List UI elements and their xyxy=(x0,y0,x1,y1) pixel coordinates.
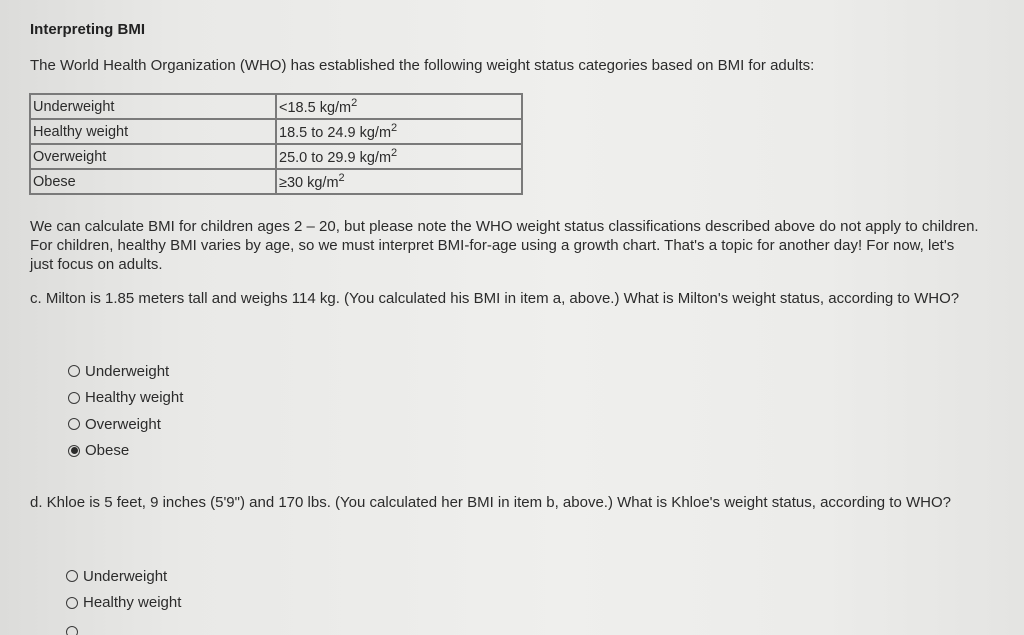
radio-button[interactable] xyxy=(68,418,80,430)
category-cell: Healthy weight xyxy=(30,119,276,144)
radio-option-underweight[interactable] xyxy=(66,563,181,590)
radio-button[interactable] xyxy=(68,365,80,377)
table-row xyxy=(30,94,522,119)
section-title: Interpreting BMI xyxy=(30,21,145,38)
cut-off-option[interactable] xyxy=(66,622,146,635)
range-value: <18.5 kg/m xyxy=(279,100,352,116)
radio-option-obese[interactable] xyxy=(68,438,183,465)
range-exponent: 2 xyxy=(391,147,398,159)
category-cell: Overweight xyxy=(30,144,276,169)
radio-button-selected[interactable] xyxy=(68,445,80,457)
range-value: 25.0 to 29.9 kg/m xyxy=(279,150,392,166)
radio-button[interactable] xyxy=(66,626,78,635)
option-label: Healthy weight xyxy=(83,594,182,612)
option-label: Obese xyxy=(85,442,130,460)
question-d-options xyxy=(66,563,181,616)
radio-option-healthy-weight[interactable] xyxy=(68,385,183,412)
option-label: Underweight xyxy=(85,362,170,380)
category-cell: Obese xyxy=(30,169,276,194)
range-exponent: 2 xyxy=(391,122,398,134)
range-cell xyxy=(276,119,522,144)
radio-option-overweight[interactable] xyxy=(68,411,183,438)
children-note: We can calculate BMI for children ages 2 – 20, but please note the WHO weight status classifications described above do not apply to children. For children, healthy BMI varies by age, so we must interpret BMI-for-age using a growth chart. That's a topic for another day! For now, let's just focus on adults. xyxy=(30,218,979,273)
radio-button[interactable] xyxy=(68,392,80,404)
range-value: 18.5 to 24.9 kg/m xyxy=(279,125,392,141)
bmi-category-table xyxy=(29,93,523,195)
range-cell xyxy=(276,94,522,119)
range-cell xyxy=(276,144,522,169)
option-label: Underweight xyxy=(83,567,168,585)
option-label: Healthy weight xyxy=(85,389,184,407)
question-c-options xyxy=(68,358,183,464)
question-d-text: d. Khloe is 5 feet, 9 inches (5'9") and 170 lbs. (You calculated her BMI in item b, above.) What is Khloe's weight status, according to WHO? xyxy=(30,494,951,511)
radio-option-underweight[interactable] xyxy=(68,358,183,385)
radio-button[interactable] xyxy=(66,597,78,609)
table-row xyxy=(30,119,522,144)
question-c-text: c. Milton is 1.85 meters tall and weighs 114 kg. (You calculated his BMI in item a, above.) What is Milton's weight status, according to WHO? xyxy=(30,290,960,307)
category-cell: Underweight xyxy=(30,94,276,119)
option-label: Overweight xyxy=(85,415,161,433)
radio-option-healthy-weight[interactable] xyxy=(66,590,181,617)
range-exponent: 2 xyxy=(351,97,358,109)
range-cell xyxy=(276,169,522,194)
range-exponent: 2 xyxy=(338,172,345,184)
range-value: ≥30 kg/m xyxy=(279,175,339,191)
radio-button[interactable] xyxy=(66,570,78,582)
table-row xyxy=(30,144,522,169)
intro-text: The World Health Organization (WHO) has established the following weight status categories based on BMI for adults: xyxy=(30,57,815,74)
table-row xyxy=(30,169,522,194)
